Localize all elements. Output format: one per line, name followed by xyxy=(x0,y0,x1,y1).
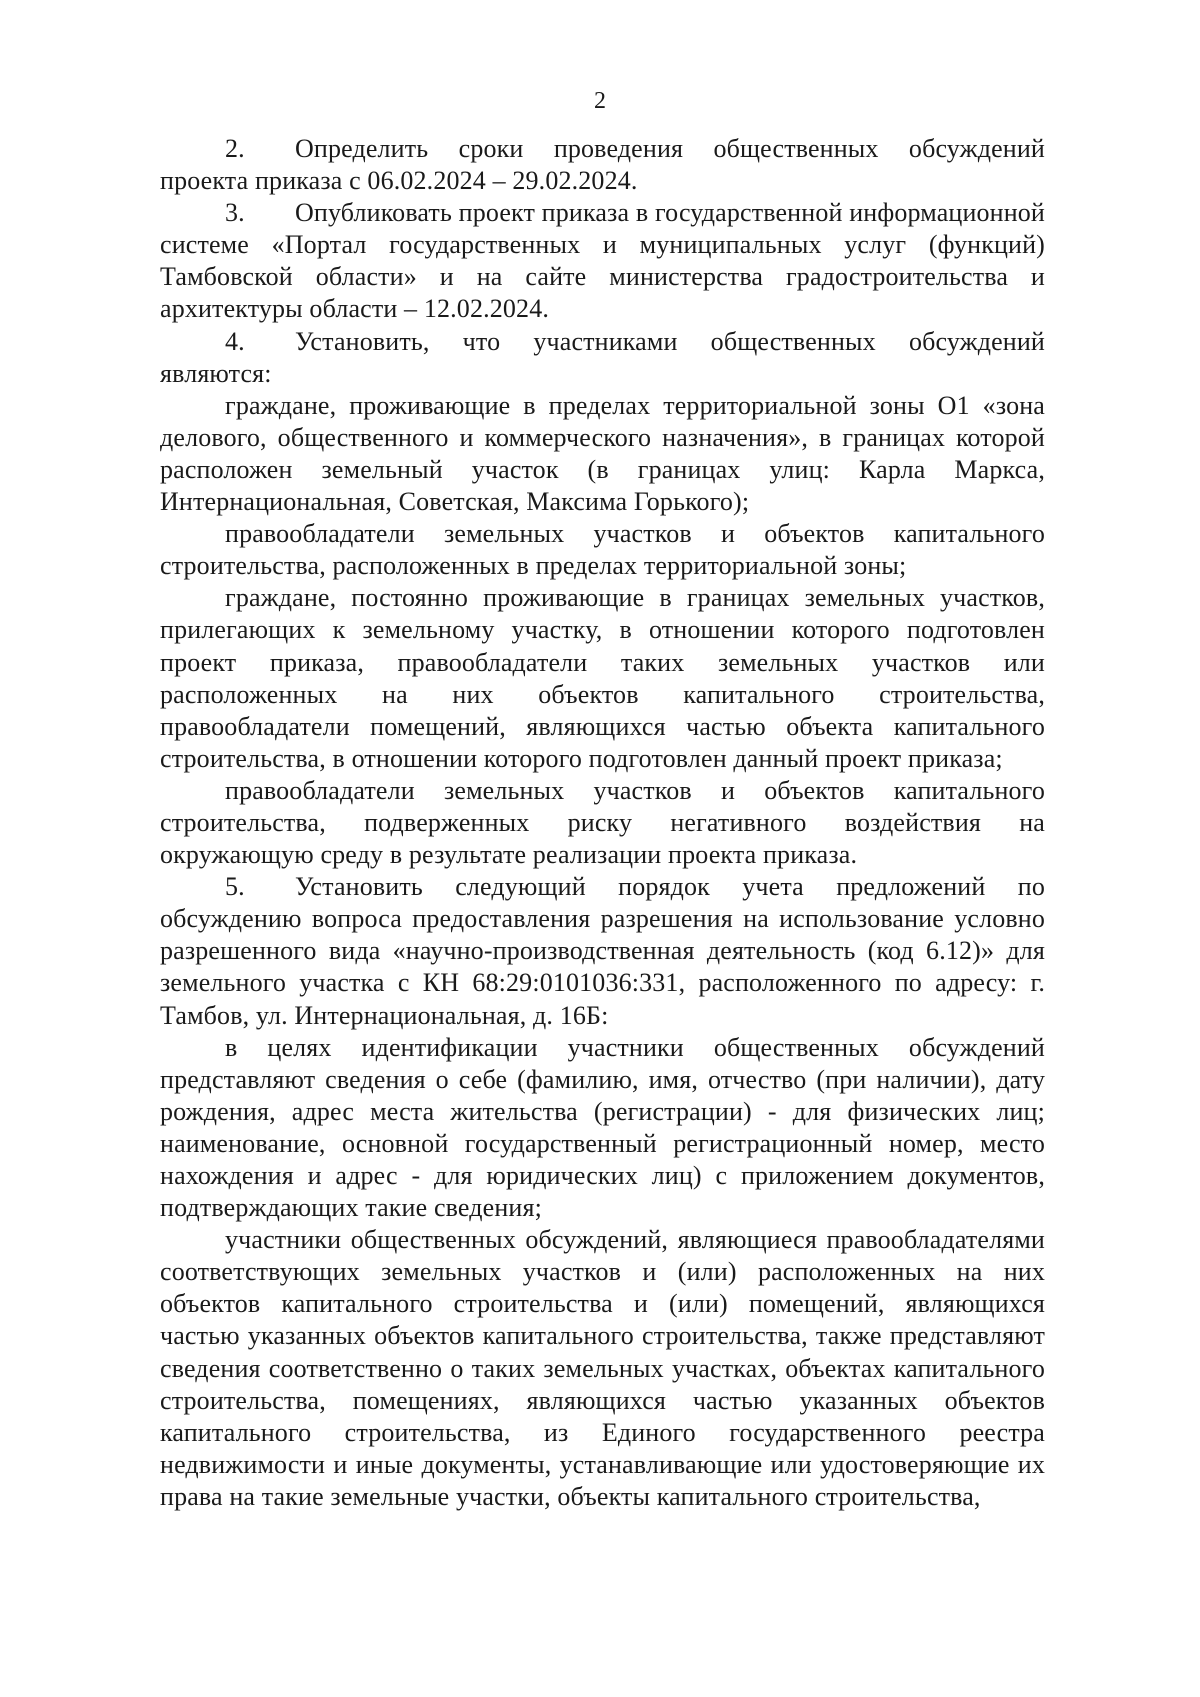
document-body xyxy=(160,133,1045,1513)
paragraph-number: 2. xyxy=(225,134,245,163)
list-paragraph: правообладатели земельных участков и объектов капитального строительства, расположенных в пределах территориальной зоны; xyxy=(160,519,1045,581)
paragraph-text: Установить, что участниками общественных обсуждений являются: xyxy=(160,326,1045,388)
list-paragraph: в целях идентификации участники общественных обсуждений представляют сведения о себе (фамилию, имя, отчество (при наличии), дату рождения, адрес места жительства (регистрации) - для физических лиц; наименование, основной государственный регистрационный номер, место нахождения и адрес - для юридических лиц) с приложением документов, подтверждающих такие сведения; xyxy=(160,1032,1045,1223)
numbered-paragraph xyxy=(160,326,1045,390)
list-paragraph: граждане, проживающие в пределах территориальной зоны О1 «зона делового, общественного и коммерческого назначения», в границах которой расположен земельный участок (в границах улиц: Карла Маркса, Интернациональная, Советская, Максима Горького); xyxy=(160,390,1045,517)
paragraph-number: 3. xyxy=(225,198,245,228)
paragraph-number: 5. xyxy=(225,872,245,902)
page-number: 2 xyxy=(594,88,606,114)
numbered-paragraph xyxy=(160,133,1045,197)
paragraph-text: Опубликовать проект приказа в государственной информационной системе «Портал государственных и муниципальных услуг (функций) Тамбовской области» и на сайте министерства градостроительства и архитектуры области – 12.02.2024. xyxy=(160,198,1045,324)
list-paragraph: граждане, постоянно проживающие в границах земельных участков, прилегающих к земельному участку, в отношении которого подготовлен проект приказа, правообладатели таких земельных участков или расположенных на них объектов капитального строительства, правообладатели помещений, являющихся частью объекта капитального строительства, в отношении которого подготовлен данный проект приказа; xyxy=(160,583,1045,773)
list-paragraph: правообладатели земельных участков и объектов капитального строительства, подверженных риску негативного воздействия на окружающую среду в результате реализации проекта приказа. xyxy=(160,775,1045,870)
list-paragraph: участники общественных обсуждений, являющиеся правообладателями соответствующих земельных участков и (или) расположенных на них объектов капитального строительства и (или) помещений, являющихся частью указанных объектов капитального строительства, также представляют сведения соответственно о таких земельных участках, объектах капитального строительства, помещениях, являющихся частью указанных объектов капитального строительства, из Единого государственного реестра недвижимости и иные документы, устанавливающие или удостоверяющие их права на такие земельные участки, объекты капитального строительства, xyxy=(160,1225,1045,1511)
paragraph-text: Установить следующий порядок учета предложений по обсуждению вопроса предоставления разрешения на использование условно разрешенного вида «научно-производственная деятельность (код 6.12)» для земельного участка с КН 68:29:0101036:331, расположенного по адресу: г. Тамбов, ул. Интернациональная, д. 16Б: xyxy=(160,872,1045,1030)
numbered-paragraph xyxy=(160,197,1045,325)
numbered-paragraph xyxy=(160,871,1045,1031)
paragraph-number: 4. xyxy=(225,326,245,356)
paragraph-text: Определить сроки проведения общественных обсуждений проекта приказа с 06.02.2024 – 29.02.2024. xyxy=(160,134,1045,196)
